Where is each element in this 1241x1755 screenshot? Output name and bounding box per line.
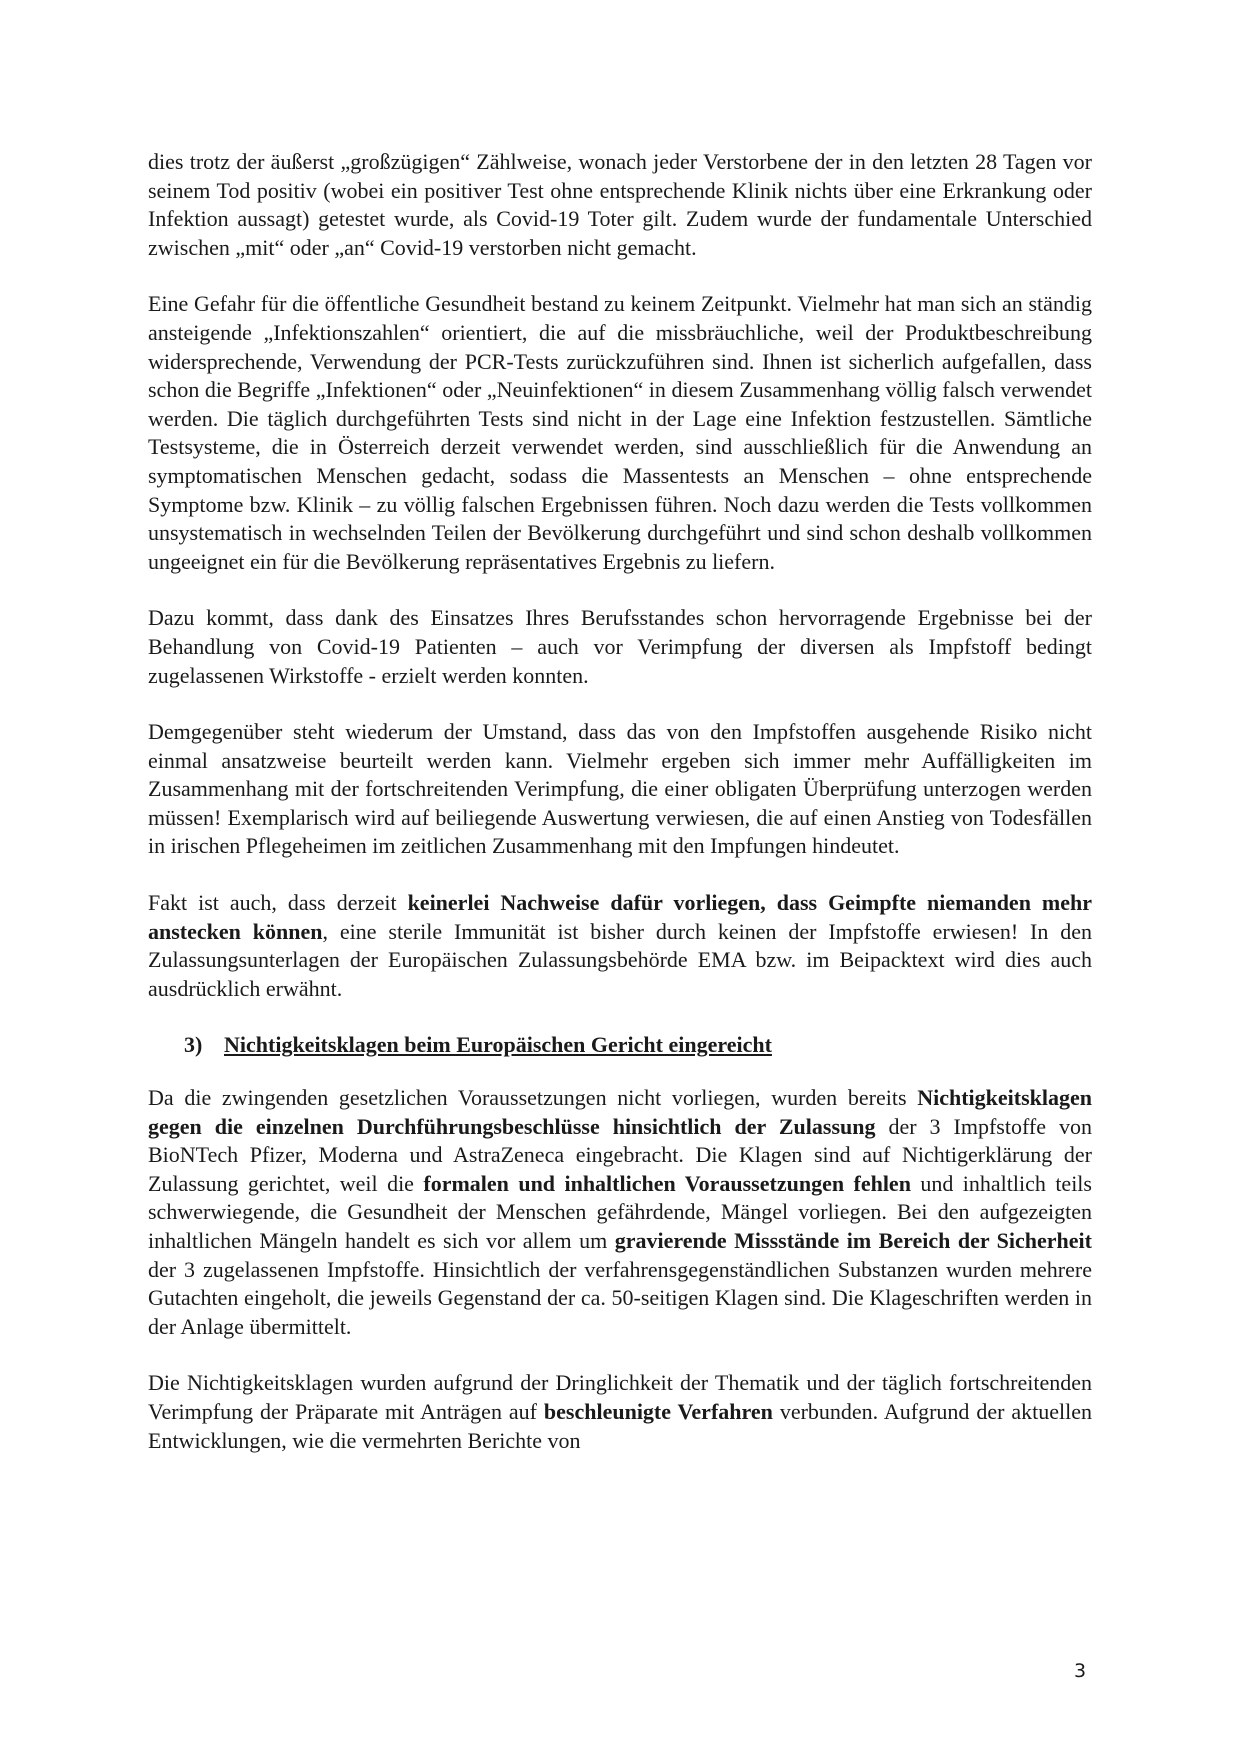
- bold-text: formalen und inhaltlichen Voraussetzungen fehlen: [423, 1170, 911, 1196]
- page-number: 3: [1074, 1660, 1087, 1682]
- text-run: Eine Gefahr für die öffentliche Gesundheit bestand zu keinem Zeitpunkt. Vielmehr hat man sich an ständig ansteigende „Infektionszahlen“ orientiert, die auf die missbräuchliche, weil der Produktbeschreibung widersprechende, Verwendung der PCR-Tests zurückzuführen sind. Ihnen ist sicherlich aufgefallen, dass schon die Begriffe „Infektionen“ oder „Neuinfektionen“ in diesem Zusammenhang völlig falsch verwendet werden. Die täglich durchgeführten Tests sind nicht in der Lage eine Infektion festzustellen. Sämtliche Testsysteme, die in Österreich derzeit verwendet werden, sind ausschließlich für die Anwendung an symptomatischen Menschen gedacht, sodass die Massentests an Menschen – ohne entsprechende Symptome bzw. Klinik – zu völlig falschen Ergebnissen führen. Noch dazu werden die Tests vollkommen unsystematisch in wechselnden Teilen der Bevölkerung durchgeführt und sind schon deshalb vollkommen ungeeignet ein für die Bevölkerung repräsentatives Ergebnis zu liefern.: [148, 291, 1092, 574]
- text-run: Fakt ist auch, dass derzeit: [148, 890, 408, 916]
- section-paragraph: [148, 1084, 1092, 1341]
- text-run: verbunden. Aufgrund der aktuellen Entwicklungen, wie die vermehrten Berichte von: [148, 1398, 1093, 1453]
- text-run: Demgegenüber steht wiederum der Umstand, dass das von den Impfstoffen ausgehende Risiko nicht einmal ansatzweise beurteilt werden kann. Vielmehr ergeben sich immer mehr Auffälligkeiten im Zusammenhang mit der fortschreitenden Verimpfung, die einer obligaten Überprüfung unterzogen werden müssen! Exemplarisch wird auf beiliegende Auswertung verwiesen, die auf einen Anstieg von Todesfällen in irischen Pflegeheimen im zeitlichen Zusammenhang mit den Impfungen hindeutet.: [148, 719, 1092, 859]
- bold-text: gravierende Missstände im Bereich der Sicherheit: [614, 1228, 1092, 1253]
- bold-text: keinerlei Nachweise dafür vorliegen, dass Geimpfte niemanden mehr anstecken können: [148, 890, 1092, 944]
- intro-paragraphs: [148, 148, 1092, 1003]
- intro-paragraph: [148, 889, 1092, 1003]
- section-title: Nichtigkeitsklagen beim Europäischen Gericht eingereicht: [224, 1032, 772, 1058]
- bold-text: Nichtigkeitsklagen gegen die einzelnen Durchführungsbeschlüsse hinsichtlich der Zulassung: [148, 1085, 1092, 1139]
- text-run: Da die zwingenden gesetzlichen Voraussetzungen nicht vorliegen, wurden bereits: [148, 1085, 918, 1111]
- intro-paragraph: [148, 604, 1092, 690]
- intro-paragraph: [148, 718, 1092, 861]
- document-page: [148, 148, 1092, 1483]
- intro-paragraph: [148, 290, 1092, 576]
- text-run: und inhaltlich teils schwerwiegende, die Gesundheit der Menschen gefährdende, Mängel vorliegen. Bei den aufgezeigten inhaltlichen Mängeln handelt es sich vor allem um: [148, 1170, 1092, 1253]
- text-run: Die Nichtigkeitsklagen wurden aufgrund der Dringlichkeit der Thematik und der täglich fortschreitenden Verimpfung der Präparate mit Anträgen auf: [148, 1370, 1092, 1424]
- section-paragraphs: [148, 1084, 1092, 1455]
- section-number: 3): [184, 1032, 203, 1058]
- section-paragraph: [148, 1369, 1092, 1455]
- text-run: der 3 Impfstoffe von BioNTech Pfizer, Moderna und AstraZeneca eingebracht. Die Klagen sind auf Nichtigerklärung der Zulassung gerichtet, weil die: [148, 1113, 1092, 1196]
- text-run: dies trotz der äußerst „großzügigen“ Zählweise, wonach jeder Verstorbene der in den letzten 28 Tagen vor seinem Tod positiv (wobei ein positiver Test ohne entsprechende Klinik nichts über eine Erkrankung oder Infektion aussagt) getestet wurde, als Covid-19 Toter gilt. Zudem wurde der fundamentale Unterschied zwischen „mit“ oder „an“ Covid-19 verstorben nicht gemacht.: [148, 149, 1092, 260]
- text-run: Dazu kommt, dass dank des Einsatzes Ihres Berufsstandes schon hervorragende Ergebnisse bei der Behandlung von Covid-19 Patienten – auch vor Verimpfung der diversen als Impfstoff bedingt zugelassenen Wirkstoffe - erzielt werden konnten.: [148, 605, 1092, 688]
- text-run: , eine sterile Immunität ist bisher durch keinen der Impfstoffe erwiesen! In den Zulassungsunterlagen der Europäischen Zulassungsbehörde EMA bzw. im Beipacktext wird dies auch ausdrücklich erwähnt.: [148, 918, 1093, 1001]
- intro-paragraph: [148, 148, 1092, 262]
- text-run: der 3 zugelassenen Impfstoffe. Hinsichtlich der verfahrensgegenständlichen Substanzen wurden mehrere Gutachten eingeholt, die jeweils Gegenstand der ca. 50-seitigen Klagen sind. Die Klageschriften werden in der Anlage übermittelt.: [148, 1256, 1092, 1339]
- bold-text: beschleunigte Verfahren: [543, 1398, 773, 1424]
- section-heading: [148, 1031, 1092, 1060]
